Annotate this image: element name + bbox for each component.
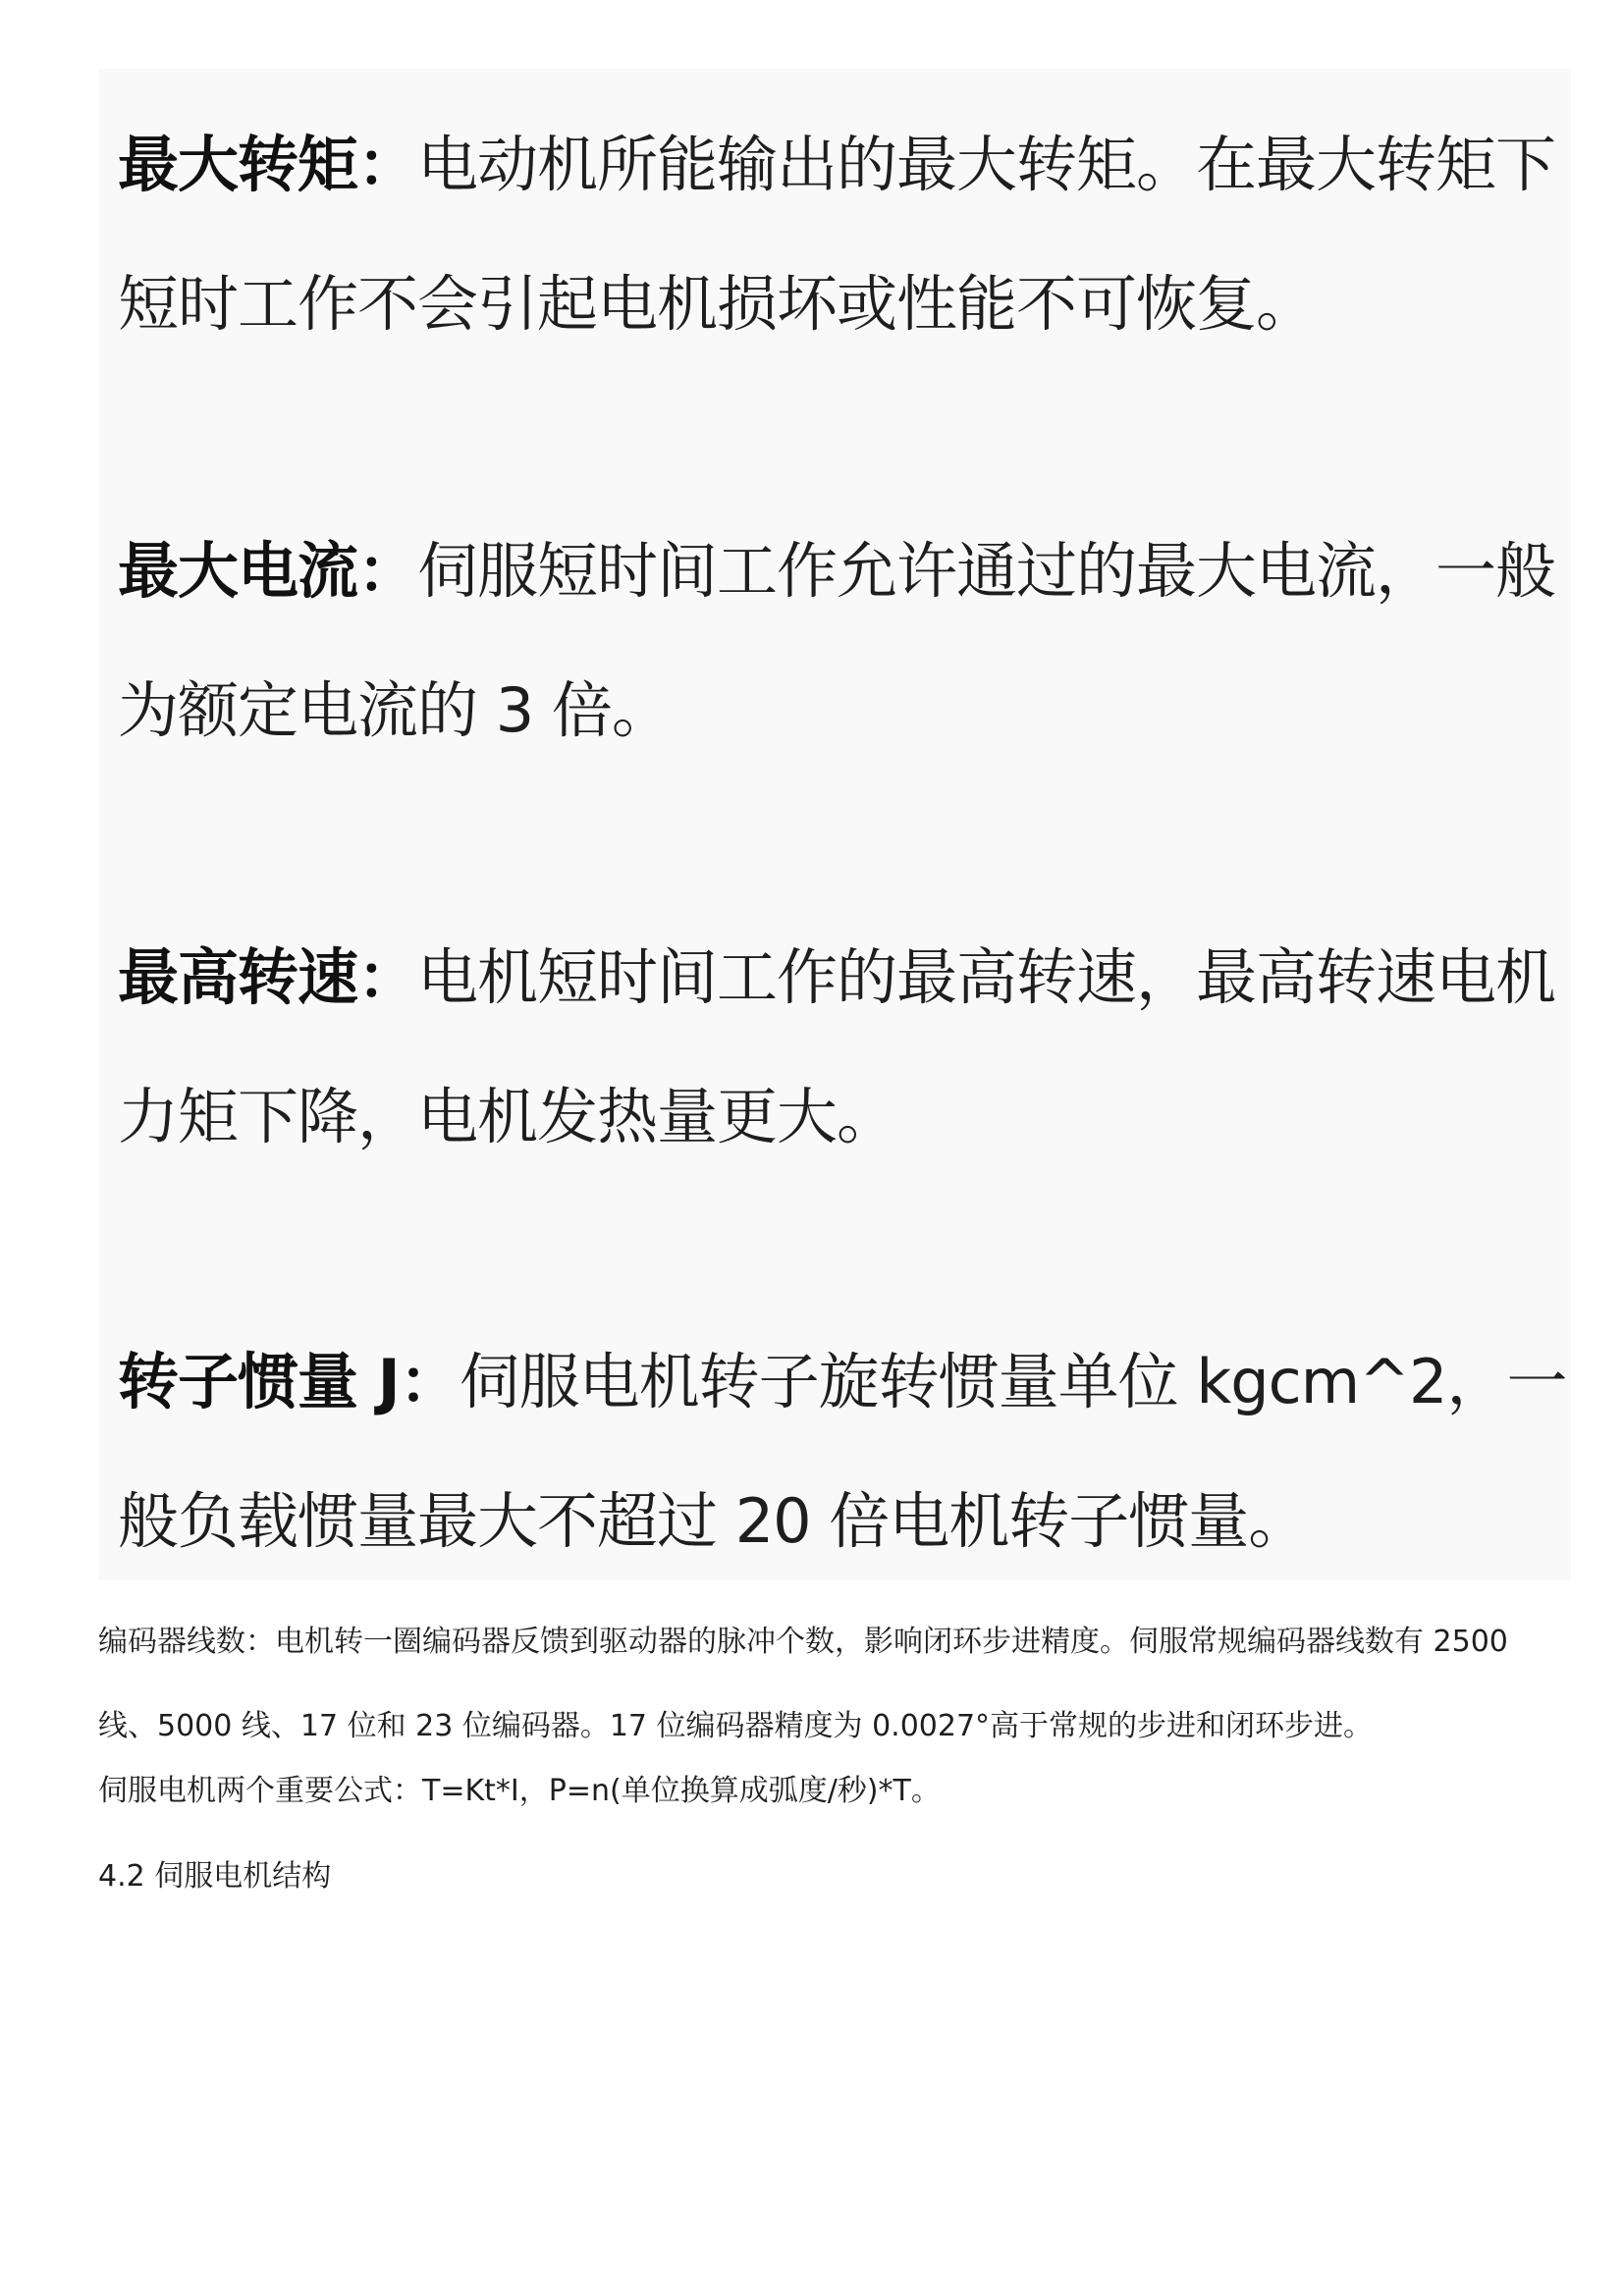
definition-term: 转子惯量 J： — [118, 1346, 460, 1417]
definition-text: 电机短时间工作的最高转速，最高转速电机力矩下降，电机发热量更大。 — [118, 941, 1556, 1152]
definition-text: 伺服电机转子旋转惯量单位 kgcm^2，一般负载惯量最大不超过 20 倍电机转子惯量。 — [118, 1346, 1567, 1557]
formula-paragraph: 伺服电机两个重要公式：T=Kt*I，P=n(单位换算成弧度/秒)*T。 — [98, 1774, 941, 1808]
definition-term: 最大转矩： — [118, 129, 418, 200]
encoder-paragraph: 编码器线数：电机转一圈编码器反馈到驱动器的脉冲个数，影响闭环步进精度。伺服常规编码器线数有 2500 线、5000 线、17 位和 23 位编码器。17 位编码器精度为 0.0027°高于常规的步进和闭环步进。 — [98, 1625, 1508, 1743]
definition-term: 最高转速： — [118, 941, 418, 1013]
section-heading: 4.2 伺服电机结构 — [98, 1859, 332, 1894]
definition-rotor-inertia — [118, 1312, 1571, 1591]
definition-text: 伺服短时间工作允许通过的最大电流，一般为额定电流的 3 倍。 — [118, 535, 1556, 746]
definition-max-current — [118, 502, 1571, 780]
definition-max-speed — [118, 908, 1571, 1187]
definition-term: 最大电流： — [118, 535, 418, 607]
definition-max-torque — [118, 95, 1571, 374]
definition-text: 电动机所能输出的最大转矩。在最大转矩下短时工作不会引起电机损坏或性能不可恢复。 — [118, 129, 1556, 340]
